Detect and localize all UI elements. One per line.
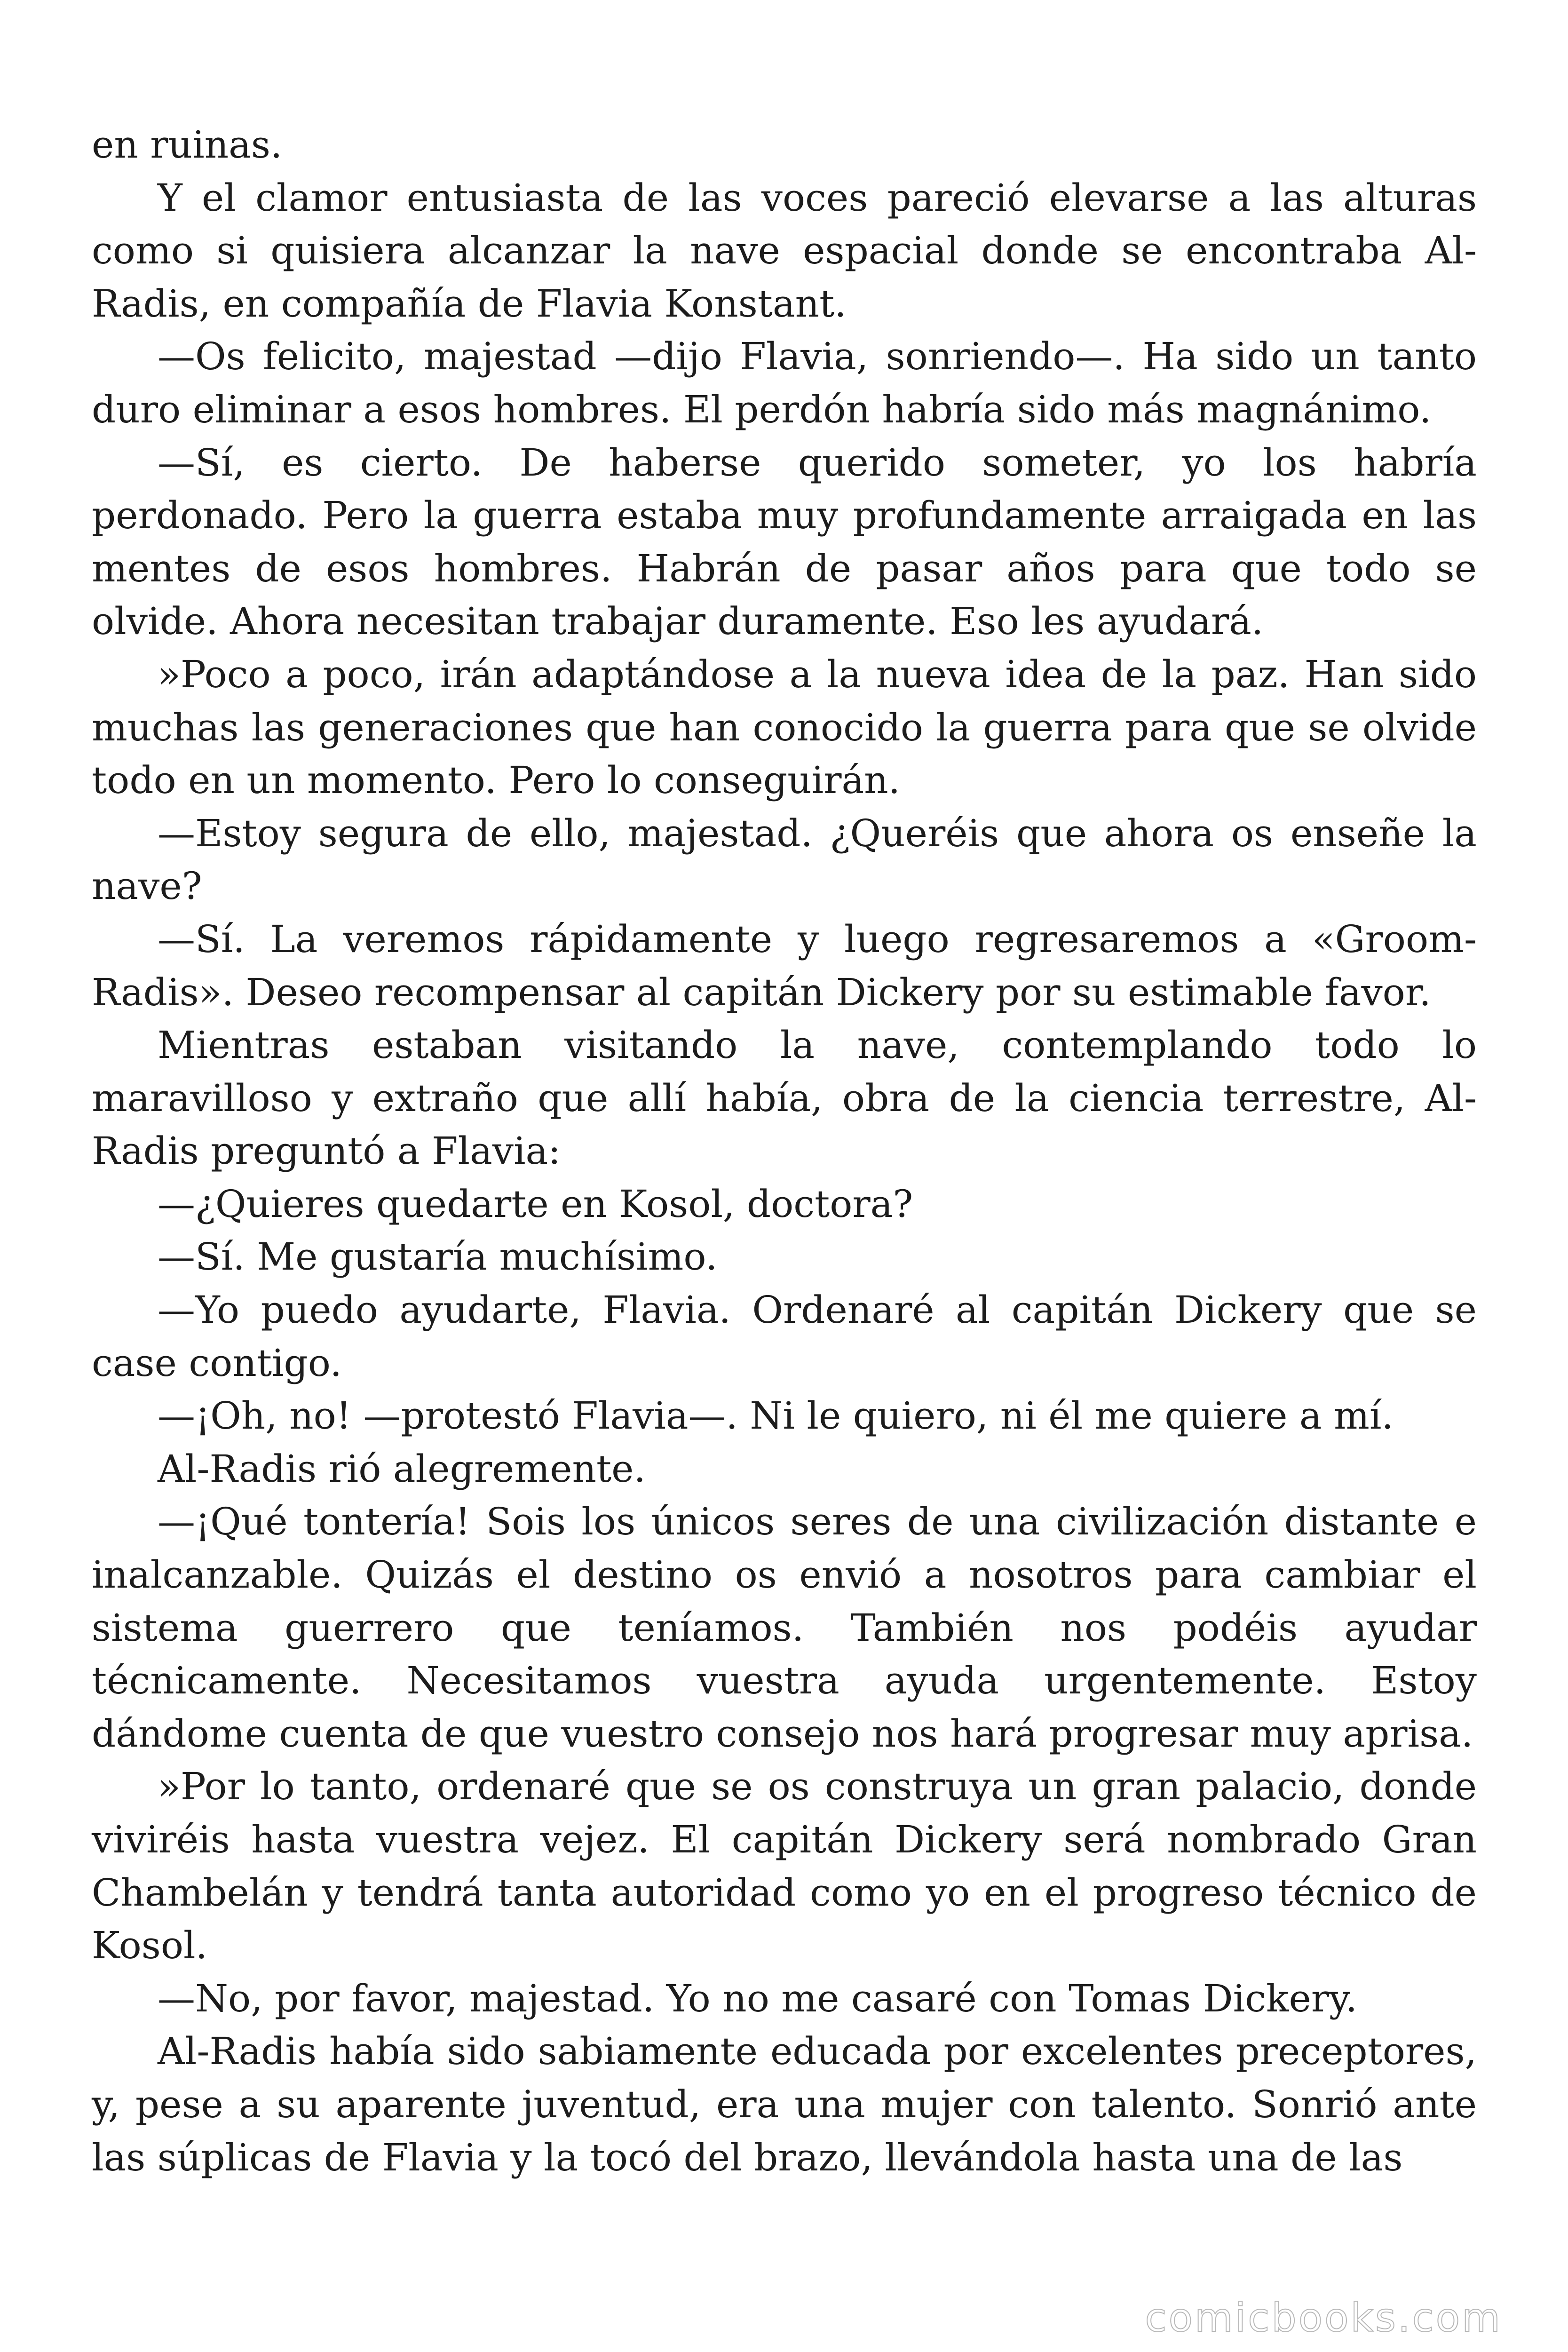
paragraph: —Sí. Me gustaría muchísimo. <box>158 1235 718 1279</box>
paragraph: —Os felicito, majestad —dijo Flavia, sonriendo—. Ha sido un tanto duro eliminar a esos hombres. El perdón habría sido más magnánimo. <box>92 334 1477 431</box>
paragraph: —¡Qué tontería! Sois los únicos seres de una civilización distante e inalcanzable. Quizás el destino os envió a nosotros para cambiar el sistema guerrero que teníamos. También nos podéis ayudar técnicamente. Necesitamos vuestra ayuda urgentemente. Estoy dándome cuenta de que vuestro consejo nos hará progresar muy aprisa. <box>92 1500 1477 1756</box>
paragraph: —Sí. La veremos rápidamente y luego regresaremos a «Groom-Radis». Deseo recompensar al capitán Dickery por su estimable favor. <box>92 917 1477 1014</box>
paragraph: —¡Oh, no! —protestó Flavia—. Ni le quiero, ni él me quiere a mí. <box>158 1394 1394 1438</box>
paragraph: »Por lo tanto, ordenaré que se os construya un gran palacio, donde viviréis hasta vuestra vejez. El capitán Dickery será nombrado Gran Chambelán y tendrá tanta autoridad como yo en el progreso técnico de Kosol. <box>92 1764 1477 1968</box>
paragraph: Al-Radis rió alegremente. <box>158 1446 646 1491</box>
paragraph: —¿Quieres quedarte en Kosol, doctora? <box>158 1182 913 1226</box>
watermark: comicbooks.com <box>1145 2295 1502 2341</box>
paragraph: —Estoy segura de ello, majestad. ¿Queréis que ahora os enseñe la nave? <box>92 811 1477 908</box>
paragraph: Mientras estaban visitando la nave, contemplando todo lo maravilloso y extraño que allí había, obra de la ciencia terrestre, Al-Radis preguntó a Flavia: <box>92 1023 1477 1173</box>
paragraph: —Yo puedo ayudarte, Flavia. Ordenaré al capitán Dickery que se case contigo. <box>92 1288 1477 1385</box>
paragraph: Al-Radis había sido sabiamente educada por excelentes preceptores, y, pese a su aparente juventud, era una mujer con talento. Sonrió ante las súplicas de Flavia y la tocó del brazo, llevándola hasta una de las <box>92 2029 1477 2179</box>
paragraph: Y el clamor entusiasta de las voces pareció elevarse a las alturas como si quisiera alcanzar la nave espacial donde se encontraba Al-Radis, en compañía de Flavia Konstant. <box>92 175 1477 326</box>
paragraph: »Poco a poco, irán adaptándose a la nueva idea de la paz. Han sido muchas las generaciones que han conocido la guerra para que se olvide todo en un momento. Pero lo conseguirán. <box>92 652 1477 803</box>
paragraph: en ruinas. <box>92 123 283 167</box>
paragraph: —Sí, es cierto. De haberse querido someter, yo los habría perdonado. Pero la guerra estaba muy profundamente arraigada en las mentes de esos hombres. Habrán de pasar años para que todo se olvide. Ahora necesitan trabajar duramente. Eso les ayudará. <box>92 440 1477 644</box>
body-text <box>92 119 1477 2184</box>
paragraph: —No, por favor, majestad. Yo no me casaré con Tomas Dickery. <box>158 1976 1358 2020</box>
